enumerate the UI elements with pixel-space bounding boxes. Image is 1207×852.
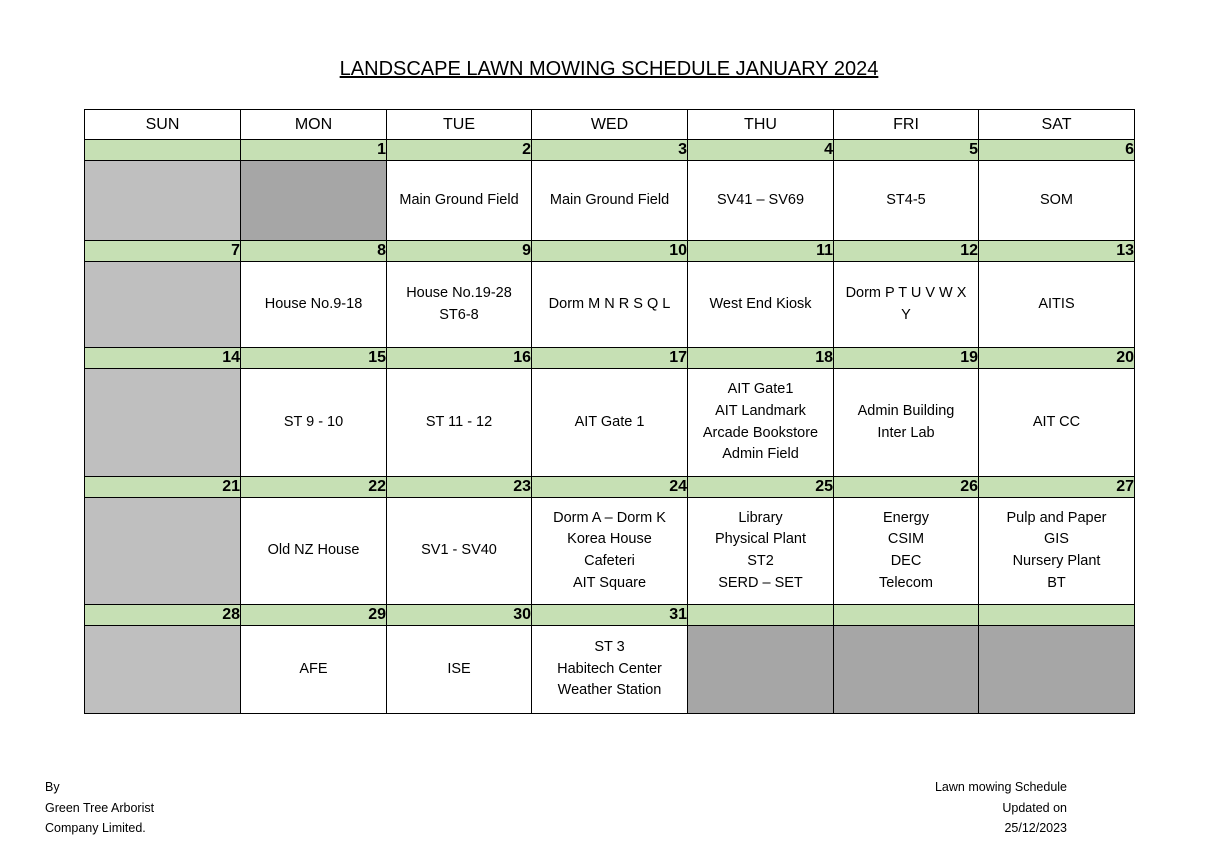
task-row [85,626,1135,714]
weekday-tue: TUE [387,110,532,140]
date-number-mon: 15 [241,348,387,369]
date-number-fri [834,605,979,626]
weekday-sun: SUN [85,110,241,140]
date-row [85,348,1135,369]
date-number-tue: 2 [387,140,532,161]
date-number-mon: 1 [241,140,387,161]
day-cell-sat [979,262,1135,348]
weekday-wed: WED [532,110,688,140]
task-location: Main Ground Field [549,191,670,208]
day-cell-fri [834,498,979,605]
date-number-fri: 26 [834,477,979,498]
task-location: SV1 - SV40 [421,542,497,559]
day-cell-mon [241,369,387,477]
date-number-mon: 8 [241,241,387,262]
day-cell-thu [688,161,834,241]
task-row [85,262,1135,348]
date-number-thu: 11 [688,241,834,262]
date-number-sat: 6 [979,140,1135,161]
date-number-mon: 29 [241,605,387,626]
task-location: ST6-8 [439,306,479,323]
task-location: CSIM [887,531,925,548]
day-cell-mon [241,262,387,348]
footer-update-info [900,777,1067,839]
task-location: House No.9-18 [264,295,363,312]
day-cell-thu [688,369,834,477]
task-location: Physical Plant [714,531,807,548]
task-location: Cafeteri [584,553,635,569]
day-cell-mon [241,498,387,605]
day-cell-sun [85,262,241,348]
day-cell-sun [85,161,241,241]
task-location: Weather Station [557,682,662,699]
day-cell-sat [979,626,1135,714]
day-cell-wed [532,161,688,241]
footer-update-line: Updated on [1002,800,1067,815]
task-location: Habitech Center [557,660,662,677]
task-location: AIT Gate1 [727,381,794,398]
task-location: AIT Landmark [715,402,806,419]
day-cell-sat [979,161,1135,241]
day-cell-wed [532,626,688,714]
task-location: Dorm A – Dorm K [553,509,666,526]
date-number-sun: 21 [85,477,241,498]
date-number-tue: 23 [387,477,532,498]
task-location: AIT CC [1032,413,1081,430]
date-number-tue: 9 [387,241,532,262]
task-row [85,498,1135,605]
date-number-wed: 17 [532,348,688,369]
date-number-wed: 3 [532,140,688,161]
task-location: ST2 [747,553,774,569]
date-number-thu: 18 [688,348,834,369]
date-number-wed: 24 [532,477,688,498]
date-number-fri: 5 [834,140,979,161]
day-cell-fri [834,262,979,348]
day-cell-sun [85,626,241,714]
day-cell-sat [979,369,1135,477]
task-location: Telecom [879,574,933,591]
day-cell-wed [532,498,688,605]
task-location: Korea House [567,531,652,548]
task-location: Library [738,509,783,526]
date-number-tue: 30 [387,605,532,626]
page-title: LANDSCAPE LAWN MOWING SCHEDULE JANUARY 2024 [339,58,879,80]
task-location: BT [1047,574,1066,591]
weekday-mon: MON [241,110,387,140]
footer-author-line: By [45,780,60,794]
task-location: Inter Lab [877,424,935,441]
date-number-sat: 27 [979,477,1135,498]
date-number-sun: 7 [85,241,241,262]
date-number-wed: 31 [532,605,688,626]
task-location: Admin Field [722,446,799,463]
day-cell-sun [85,369,241,477]
day-cell-wed [532,369,688,477]
day-cell-tue [387,262,532,348]
footer-author [45,777,154,839]
day-cell-sun [85,498,241,605]
task-location: House No.19-28 [406,284,512,301]
day-cell-tue [387,498,532,605]
task-location: ISE [447,660,471,677]
date-row [85,140,1135,161]
date-number-thu [688,605,834,626]
date-number-sun: 14 [85,348,241,369]
task-location: Arcade Bookstore [702,424,819,441]
date-row [85,605,1135,626]
footer-update-line: Lawn mowing Schedule [934,780,1067,794]
task-row [85,161,1135,241]
task-location: SV41 – SV69 [716,191,805,208]
date-row [85,477,1135,498]
weekday-thu: THU [688,110,834,140]
day-cell-mon [241,161,387,241]
date-number-thu: 25 [688,477,834,498]
day-cell-tue [387,626,532,714]
task-location: ST 11 - 12 [425,413,493,430]
footer-author-line: Green Tree Arborist [45,800,155,815]
date-number-sat [979,605,1135,626]
task-location: ST 3 [594,638,625,655]
date-number-mon: 22 [241,477,387,498]
day-cell-thu [688,262,834,348]
task-row [85,369,1135,477]
footer-update-line: 25/12/2023 [1004,821,1067,835]
day-cell-sat [979,498,1135,605]
footer-author-line: Company Limited. [45,821,146,835]
day-cell-fri [834,161,979,241]
weekday-sat: SAT [979,110,1135,140]
calendar-body [85,140,1135,714]
date-number-thu: 4 [688,140,834,161]
day-cell-fri [834,626,979,714]
date-number-sat: 13 [979,241,1135,262]
task-location: AIT Gate 1 [574,413,645,430]
day-cell-wed [532,262,688,348]
date-number-sun [85,140,241,161]
day-cell-fri [834,369,979,477]
weekday-fri: FRI [834,110,979,140]
task-location: SOM [1039,191,1074,208]
date-number-tue: 16 [387,348,532,369]
day-cell-mon [241,626,387,714]
task-location: Main Ground Field [399,191,519,208]
task-location: ST4-5 [886,191,926,208]
date-number-sat: 20 [979,348,1135,369]
task-location: Nursery Plant [1012,553,1101,569]
day-cell-thu [688,498,834,605]
task-location: West End Kiosk [709,295,812,312]
date-number-fri: 12 [834,241,979,262]
task-location: SERD – SET [718,574,803,591]
date-number-sun: 28 [85,605,241,626]
task-location: Y [901,306,911,323]
weekday-header-row [85,110,1135,140]
task-location: AITIS [1038,295,1075,312]
task-location: Admin Building [857,402,955,419]
date-row [85,241,1135,262]
task-location: DEC [890,553,922,569]
task-location: AIT Square [572,574,647,591]
task-location: Energy [883,509,929,526]
calendar-table [84,109,1135,714]
date-number-wed: 10 [532,241,688,262]
task-location: Pulp and Paper [1006,509,1107,526]
task-location: AFE [299,660,328,677]
day-cell-thu [688,626,834,714]
task-location: Dorm M N R S Q L [548,295,671,312]
day-cell-tue [387,369,532,477]
day-cell-tue [387,161,532,241]
task-location: GIS [1044,531,1069,548]
task-location: Old NZ House [267,542,360,559]
task-location: ST 9 - 10 [283,413,344,430]
task-location: Dorm P T U V W X [845,284,967,301]
date-number-fri: 19 [834,348,979,369]
